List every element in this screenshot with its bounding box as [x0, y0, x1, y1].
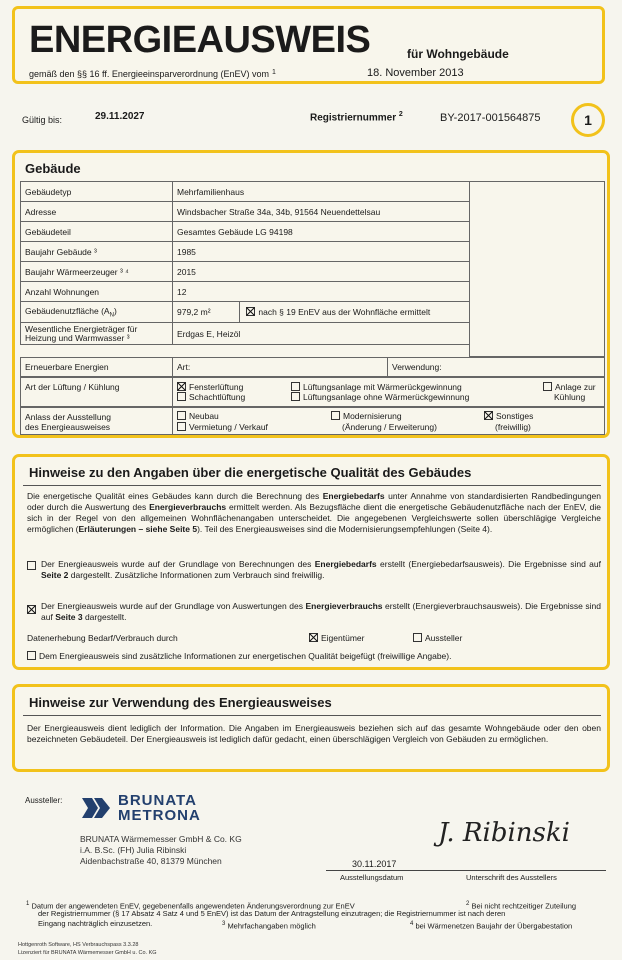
demand-certificate-checkbox[interactable] [27, 561, 36, 570]
checkbox[interactable] [177, 422, 186, 431]
brunata-logo-icon [80, 794, 114, 822]
option-ventilation-with-recovery[interactable]: Lüftungsanlage mit Wärmerückgewinnung [291, 382, 462, 392]
row-value: Gesamtes Gebäude LG 94198 [173, 222, 470, 242]
quality-notes-title: Hinweise zu den Angaben über die energetische Qualität des Gebäudes [29, 465, 472, 480]
area-cell [173, 302, 470, 323]
footnote-2: $^2$ Bei nicht rechtzeitiger Zuteilung [466, 901, 577, 911]
building-section-title: Gebäude [25, 161, 81, 176]
footnote-3: $^3$ Mehrfachangaben möglich [222, 921, 316, 931]
ventilation-row [20, 377, 605, 407]
ventilation-label: Art der Lüftung / Kühlung [25, 382, 120, 392]
checkbox[interactable] [27, 651, 36, 660]
building-section [12, 150, 610, 438]
quality-notes-section [12, 454, 610, 670]
issuer-person: i.A. B.Sc. (FH) Julia Ribinski [80, 845, 187, 855]
usage-notes-section [12, 684, 610, 772]
row-value: Windsbacher Straße 34a, 34b, 91564 Neuendettelsau [173, 202, 470, 222]
footnote-1: $^1$ Datum der angewendeten EnEV, gegebenenfalls angewendeten Änderungsverordnung zur EnEV [26, 901, 355, 911]
logo-text-metrona: METRONA [118, 807, 201, 824]
consumption-certificate-text: Der Energieausweis wurde auf der Grundlage von Auswertungen des Energieverbrauchs erstellt (Energieverbrauchsausweis). Die Ergebnisse sind auf Seite 3 dargestellt. [41, 601, 602, 622]
table-row [21, 182, 470, 202]
signature: J. Ribinski [438, 818, 570, 848]
table-row [21, 202, 470, 222]
valid-value: 29.11.2027 [95, 111, 145, 122]
area-checkbox[interactable] [246, 307, 255, 316]
building-photo-area [469, 181, 605, 357]
row-value: 12 [173, 282, 470, 302]
row-label: Gebäudeteil [21, 222, 173, 242]
option-modernisation[interactable]: Modernisierung [331, 411, 402, 421]
row-label: Baujahr Gebäude ³ [21, 242, 173, 262]
law-date: 18. November 2013 [367, 67, 464, 79]
data-collection-label: Datenerhebung Bedarf/Verbrauch durch [27, 633, 178, 643]
document-subtitle: für Wohngebäude [407, 47, 509, 61]
signature-line [326, 870, 606, 871]
additional-info[interactable]: Dem Energieausweis sind zusätzliche Informationen zur energetischen Qualität beigefügt (freiwillige Angabe). [27, 651, 451, 661]
issue-reason-label: Anlass der Ausstellung des Energieausweises [25, 412, 111, 432]
area-label: Gebäudenutzfläche $(A_N)$ [21, 302, 173, 323]
checkbox[interactable] [291, 382, 300, 391]
issuer-company: BRUNATA Wärmemesser GmbH & Co. KG [80, 834, 242, 844]
option-modernisation-line2: (Änderung / Erweiterung) [342, 422, 437, 432]
checkbox-checked[interactable] [309, 633, 318, 642]
signature-label: Unterschrift des Ausstellers [466, 873, 557, 882]
checkbox[interactable] [177, 392, 186, 401]
row-label: Anzahl Wohnungen [21, 282, 173, 302]
registration-number: BY-2017-001564875 [440, 112, 541, 124]
option-window-ventilation[interactable]: Fensterlüftung [177, 382, 243, 392]
row-label: Baujahr Wärmeerzeuger ³ ⁴ [21, 262, 173, 282]
logo-text-brunata: BRUNATA [118, 792, 197, 809]
row-value: 2015 [173, 262, 470, 282]
renewable-type-label: Art: [177, 362, 191, 372]
page-number: 1 [571, 103, 605, 137]
consumption-certificate-checkbox[interactable] [27, 605, 36, 614]
checkbox[interactable] [331, 411, 340, 420]
option-cooling-system-line2: Kühlung [554, 392, 586, 402]
issuer-address [80, 834, 242, 867]
option-other[interactable]: Sonstiges [484, 411, 533, 421]
footnote-4: $^4$ bei Wärmenetzen Baujahr der Übergabestation [410, 921, 573, 931]
checkbox[interactable] [291, 392, 300, 401]
table-row [21, 222, 470, 242]
renewable-use-label: Verwendung: [392, 362, 442, 372]
energy-carrier-value: Erdgas E, Heizöl [173, 323, 470, 345]
option-ventilation-without-recovery[interactable]: Lüftungsanlage ohne Wärmerückgewinnung [291, 392, 469, 402]
footnote-1-cont: der Registriernummer (§ 17 Absatz 4 Satz 4 und 5 EnEV) ist das Datum der Antragstellung einzutragen; die Registriernummer ist nach deren [38, 909, 506, 918]
issuer-label: Aussteller: [25, 796, 63, 805]
registration-label: Registriernummer $^2$ [310, 111, 403, 124]
option-rent-sale[interactable]: Vermietung / Verkauf [177, 422, 268, 432]
area-note: nach § 19 EnEV aus der Wohnfläche ermittelt [242, 307, 430, 317]
energy-carrier-label: Wesentliche Energieträger für Heizung und Warmwasser ³ [21, 323, 173, 345]
checkbox-checked[interactable] [177, 382, 186, 391]
building-table [20, 181, 470, 345]
table-row [21, 302, 470, 323]
checkbox[interactable] [543, 382, 552, 391]
row-value: 1985 [173, 242, 470, 262]
software-note: Hottgenroth Software, HS Verbrauchspass 3.3.28 [18, 942, 139, 948]
option-cooling-system[interactable]: Anlage zur [543, 382, 596, 392]
checkbox[interactable] [177, 411, 186, 420]
checkbox-checked[interactable] [484, 411, 493, 420]
quality-notes-paragraph: Die energetische Qualität eines Gebäudes kann durch die Berechnung des Energiebedarfs unter Annahme von standardisierten Randbedingungen oder durch die Auswertung des Energieverbrauchs ermittelt werden. Als Bezugsfläche dient die energetische Gebäudenutzfläche nach der EnEV, die sich in der Regel von den allgemeinen Wohnflächenangaben unterscheidet. Die angegebenen Vergleichswerte sollen überschlägige Vergleiche ermöglichen (Erläuterungen – siehe Seite 5). Teil des Energieausweises sind die Modernisierungsempfehlungen (Seite 4). [27, 491, 601, 534]
row-value: Mehrfamilienhaus [173, 182, 470, 202]
checkbox[interactable] [413, 633, 422, 642]
table-row [21, 323, 470, 345]
header-box [12, 6, 605, 84]
option-new-building[interactable]: Neubau [177, 411, 219, 421]
license-note: Lizenziert für BRUNATA Wärmemesser GmbH u. Co. KG [18, 950, 157, 956]
data-collection-owner[interactable]: Eigentümer [309, 633, 364, 643]
issue-reason-row [20, 407, 605, 435]
option-shaft-ventilation[interactable]: Schachtlüftung [177, 392, 245, 402]
usage-notes-text: Der Energieausweis dient lediglich der Information. Die Angaben im Energieausweis beziehen sich auf das gesamte Wohngebäude oder den oben bezeichneten Gebäudeteil. Der Energieausweis ist lediglich dafür gedacht, einen überschlägigen Vergleich von Gebäuden zu ermöglichen. [27, 723, 601, 744]
data-collection-issuer[interactable]: Aussteller [413, 633, 462, 643]
area-value: 979,2 m² [173, 302, 240, 322]
issuer-street: Aidenbachstraße 40, 81379 München [80, 856, 222, 866]
row-label: Adresse [21, 202, 173, 222]
renewable-energy-row [20, 357, 605, 377]
issue-date-label: Ausstellungsdatum [340, 873, 404, 882]
issue-date: 30.11.2017 [352, 859, 397, 869]
law-reference: gemäß den §§ 16 ff. Energieeinsparverordnung (EnEV) vom $^1$ [29, 69, 276, 79]
footnote-1-cont2: Eingang nachträglich einzusetzen. [38, 919, 153, 928]
option-other-line2: (freiwillig) [495, 422, 531, 432]
row-label: Gebäudetyp [21, 182, 173, 202]
table-row [21, 282, 470, 302]
document-title: ENERGIEAUSWEIS [29, 19, 371, 61]
demand-certificate-text: Der Energieausweis wurde auf der Grundlage von Berechnungen des Energiebedarfs erstellt (Energiebedarfsausweis). Die Ergebnisse sind auf Seite 2 dargestellt. Zusätzliche Informationen zum Verbrauch sind freiwillig. [41, 559, 602, 580]
valid-label: Gültig bis: [22, 115, 63, 125]
table-row [21, 242, 470, 262]
usage-notes-title: Hinweise zur Verwendung des Energieausweises [29, 695, 332, 710]
table-row [21, 262, 470, 282]
renewable-label: Erneuerbare Energien [25, 362, 109, 372]
